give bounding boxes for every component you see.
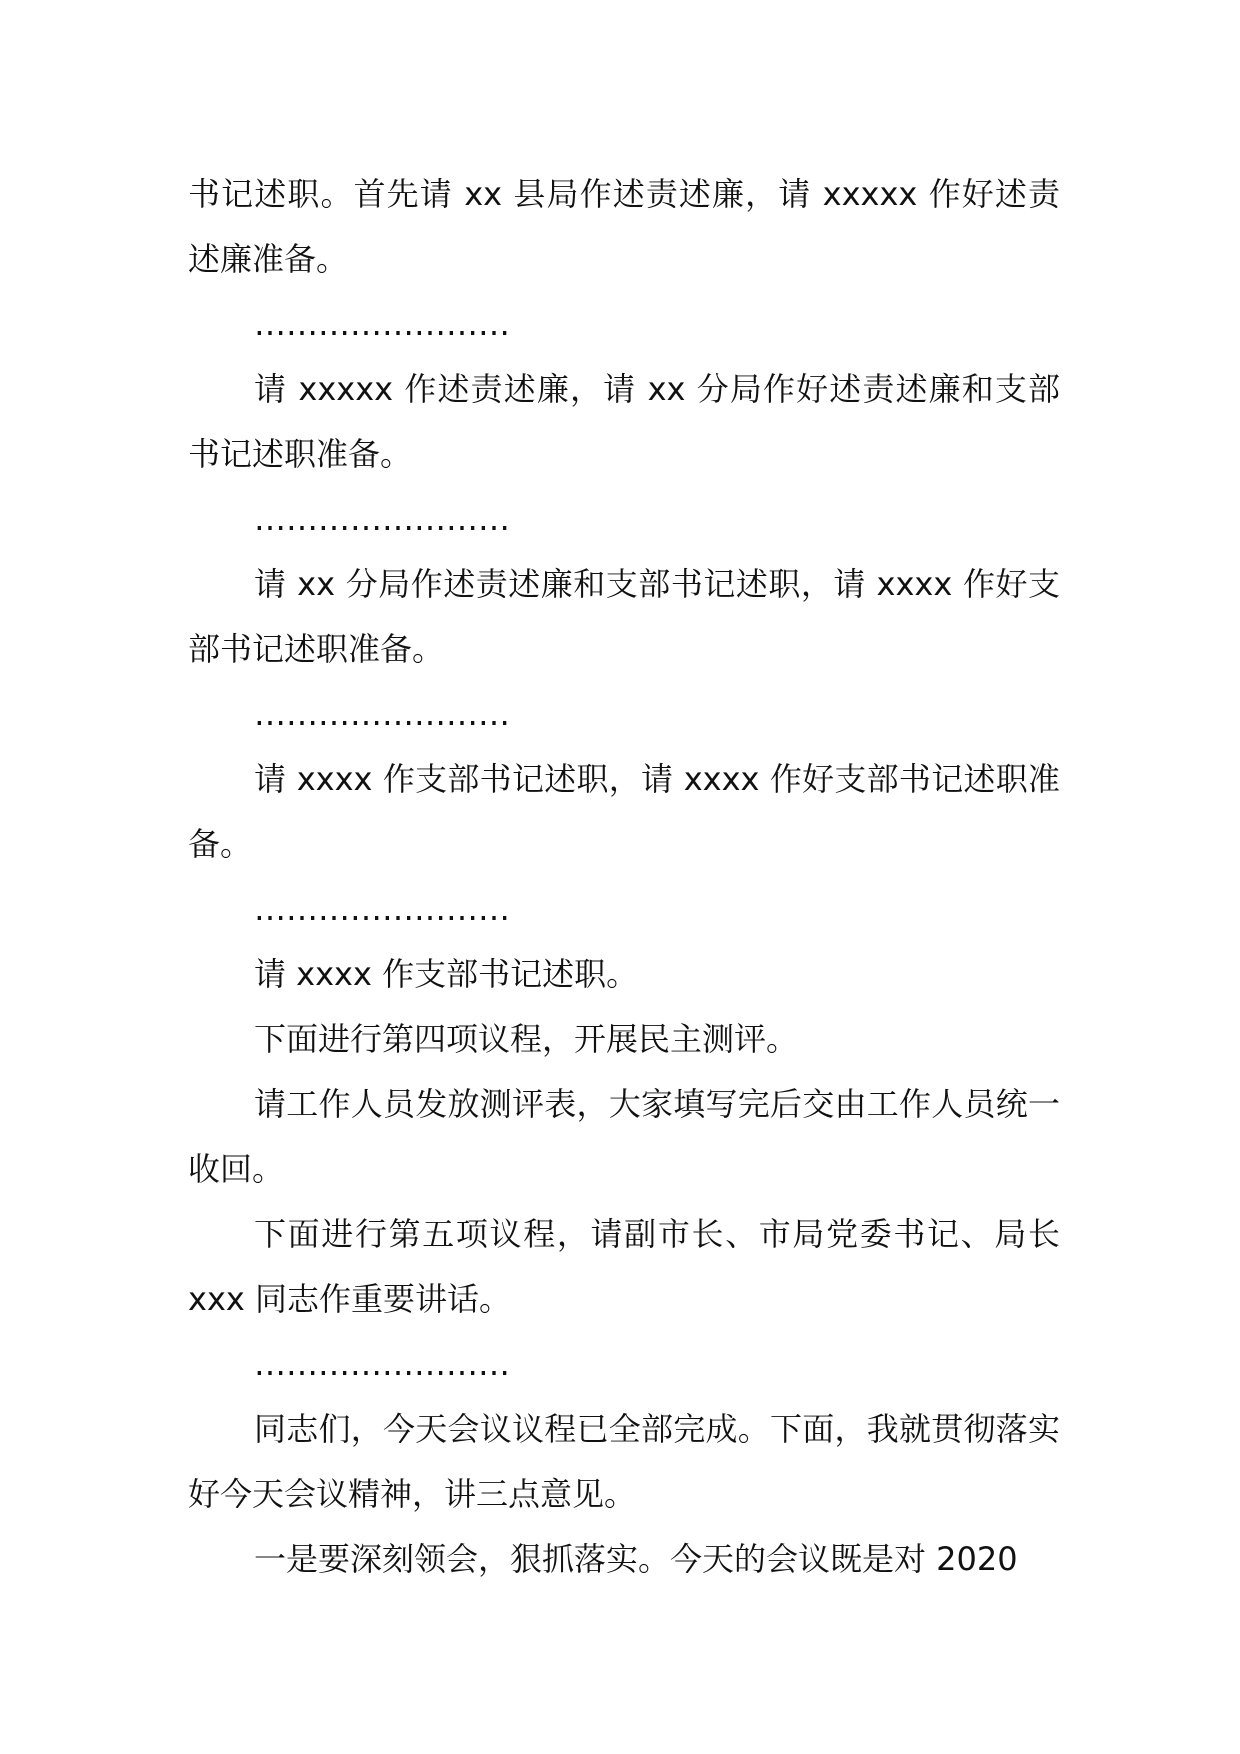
ellipsis-separator: …………………… (254, 695, 510, 733)
ellipsis-separator: …………………… (254, 1345, 510, 1383)
ellipsis-separator: …………………… (254, 890, 510, 928)
paragraph: 请 xx 分局作述责述廉和支部书记述职，请 xxxx 作好支部书记述职准备。 (188, 565, 1060, 668)
ellipsis-separator: …………………… (254, 500, 510, 538)
paragraph: 下面进行第五项议程，请副市长、市局党委书记、局长 xxx 同志作重要讲话。 (188, 1215, 1060, 1318)
paragraph: 同志们，今天会议议程已全部完成。下面，我就贯彻落实好今天会议精神，讲三点意见。 (188, 1410, 1060, 1513)
paragraph-continuation: 书记述职。首先请 xx 县局作述责述廉，请 xxxxx 作好述责述廉准备。 (188, 175, 1060, 278)
paragraph: 下面进行第四项议程，开展民主测评。 (254, 1020, 799, 1058)
paragraph: 请 xxxxx 作述责述廉，请 xx 分局作好述责述廉和支部书记述职准备。 (188, 370, 1060, 473)
document-body (188, 162, 1060, 1592)
ellipsis-separator: …………………… (254, 305, 510, 343)
paragraph: 请工作人员发放测评表，大家填写完后交由工作人员统一收回。 (188, 1085, 1060, 1188)
paragraph: 请 xxxx 作支部书记述职，请 xxxx 作好支部书记述职准备。 (188, 760, 1060, 863)
paragraph: 一是要深刻领会，狠抓落实。今天的会议既是对 2020 (254, 1540, 1018, 1578)
paragraph: 请 xxxx 作支部书记述职。 (254, 955, 639, 993)
